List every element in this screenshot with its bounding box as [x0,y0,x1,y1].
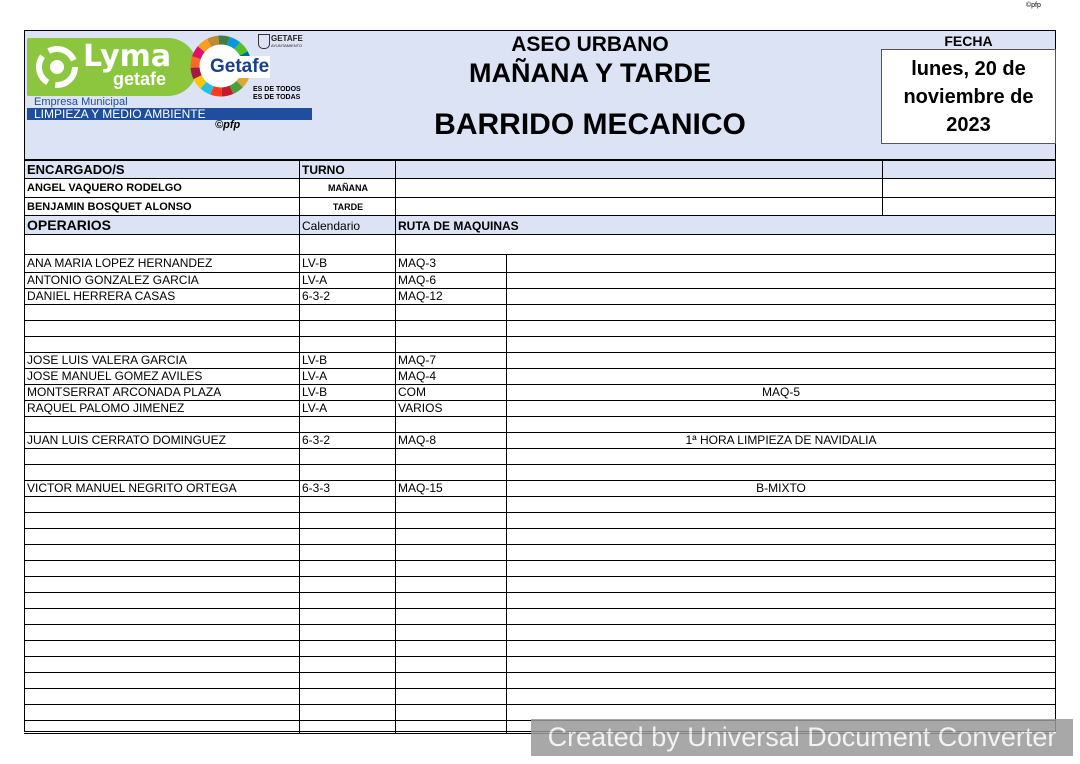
table-row-line [24,448,1056,449]
table-cell-ruta: COM [398,385,426,399]
table-row-line [24,544,1056,545]
table-row-line [24,512,1056,513]
table-row-line [24,704,1056,705]
table-row-line [24,320,1056,321]
getafe-city-label: Getafe [210,56,270,77]
table-cell-ruta: MAQ-8 [398,433,437,447]
enc-line-1 [24,178,1056,179]
lyma-swirl-icon [33,43,81,91]
enc-line-2 [24,197,1056,198]
encargado-header-band [25,161,1055,178]
table-cell-cal: LV-A [302,401,328,415]
title-turnos: MAÑANA Y TARDE [468,58,711,88]
table-row-line [24,304,1056,305]
enc-col-divider-2 [395,160,396,235]
table-cell-name: RAQUEL PALOMO JIMENEZ [27,401,185,415]
table-row-line [24,624,1056,625]
table-row-line [24,640,1056,641]
table-cell-cal: 6-3-2 [302,289,331,303]
table-cell-name: VICTOR MANUEL NEGRITO ORTEGA [27,481,237,495]
table-cell-cal: 6-3-3 [302,481,331,495]
fecha-line-2: noviembre de [903,86,1034,108]
encargado-header: ENCARGADO/S [27,162,125,177]
table-cell-name: DANIEL HERRERA CASAS [27,289,176,303]
table-col-divider [299,235,300,733]
table-col-divider [395,235,396,733]
corner-mark: ©pfp [1026,2,1041,9]
converter-watermark: Created by Universal Document Converter [531,719,1073,756]
slogan-line-2: ES DE TODAS [253,94,301,101]
turno-header: TURNO [302,163,345,177]
table-row-line [24,560,1056,561]
slogan-line-1: ES DE TODOS [253,86,301,93]
table-row-line [24,672,1056,673]
table-cell-cal: 6-3-2 [302,433,331,447]
table-row-line [24,576,1056,577]
table-row-line [24,656,1056,657]
operarios-header: OPERARIOS [27,217,112,233]
table-cell-ruta: MAQ-3 [398,256,437,270]
fecha-line-1: lunes, 20 de [911,58,1026,80]
table-cell-cal: LV-A [302,273,328,287]
table-cell-note: B-MIXTO [756,481,806,495]
table-cell-ruta: MAQ-15 [398,481,443,495]
fecha-line-3: 2023 [946,114,991,136]
encargado-name-2: BENJAMIN BOSQUET ALONSO [27,201,192,213]
logo-copyright: ©pfp [215,119,241,131]
table-cell-cal: LV-B [302,256,328,270]
table-cell-cal: LV-B [302,385,328,399]
getafe-crest-sub: AYUNTAMIENTO [271,43,303,48]
table-row-line [24,464,1056,465]
table-row-line [24,416,1056,417]
table-cell-name: ANTONIO GONZALEZ GARCIA [27,273,199,287]
encargado-turno-1: MAÑANA [328,183,368,193]
table-cell-name: JOSE MANUEL GOMEZ AVILES [27,369,203,383]
lyma-logo [27,34,312,131]
enc-col-divider-3 [882,160,883,216]
ops-header-line [24,234,1056,235]
table-row-line [24,528,1056,529]
table-cell-note: MAQ-5 [761,385,800,399]
table-cell-ruta: MAQ-12 [398,289,443,303]
table-row-line [24,336,1056,337]
getafe-crest-label: GETAFE [271,34,303,43]
operarios-header-band [25,216,1055,234]
table-cell-ruta: VARIOS [398,401,443,415]
fecha-box [881,49,1056,144]
table-cell-cal: LV-B [302,353,328,367]
table-cell-ruta: MAQ-4 [398,369,437,383]
table-row-line [24,592,1056,593]
title-aseo-urbano: ASEO URBANO [511,33,669,56]
table-cell-ruta: MAQ-6 [398,273,437,287]
table-cell-cal: LV-A [302,369,328,383]
table-cell-ruta: MAQ-7 [398,353,437,367]
table-cell-name: ANA MARIA LOPEZ HERNANDEZ [27,256,213,270]
table-col-divider [506,254,507,733]
enc-col-divider-1 [299,160,300,235]
table-cell-name: JOSE LUIS VALERA GARCIA [27,353,187,367]
getafe-crest-icon [258,34,270,49]
ruta-header: RUTA DE MAQUINAS [398,219,519,233]
lyma-brand: Lyma [83,39,172,74]
table-cell-name: MONTSERRAT ARCONADA PLAZA [27,385,222,399]
empresa-label: Empresa Municipal [34,96,128,108]
lyma-brand-sub: getafe [113,69,167,89]
title-barrido: BARRIDO MECANICO [434,108,746,141]
table-row-line [24,608,1056,609]
calendario-header: Calendario [302,219,361,233]
table-cell-name: JUAN LUIS CERRATO DOMINGUEZ [27,433,226,447]
table-cell-note: 1ª HORA LIMPIEZA DE NAVIDALIA [685,433,877,447]
encargado-turno-2: TARDE [332,202,364,212]
encargado-name-1: ANGEL VAQUERO RODELGO [27,182,182,194]
department-label: LIMPIEZA Y MEDIO AMBIENTE [34,107,206,121]
fecha-label: FECHA [944,33,993,49]
table-row-line [24,496,1056,497]
table-row-line [24,688,1056,689]
